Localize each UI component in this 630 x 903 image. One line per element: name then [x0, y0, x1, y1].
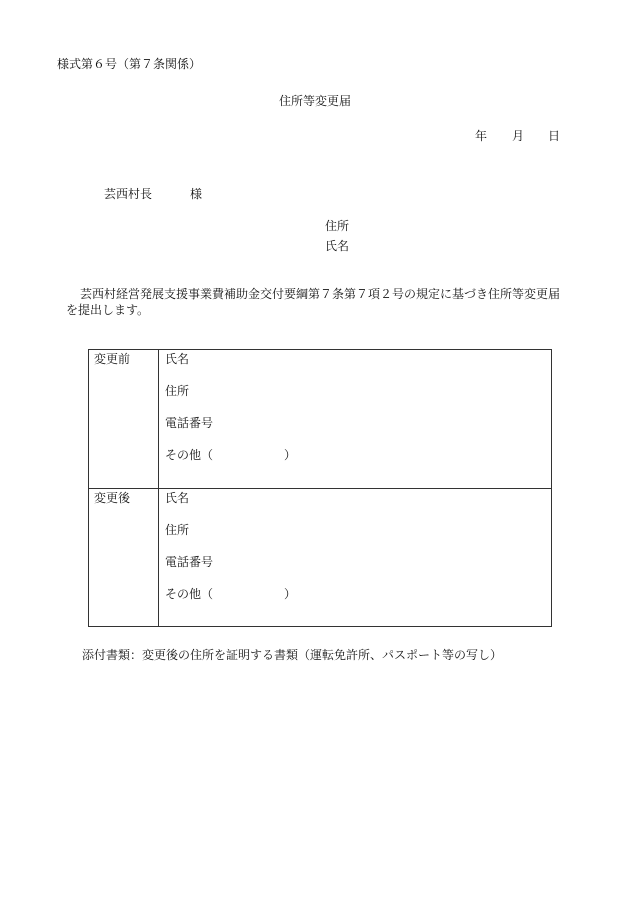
after-address-label: 住所: [165, 523, 190, 537]
attachment-note: 添付書類：変更後の住所を証明する書類（運転免許所、パスポート等の写し）: [82, 648, 503, 662]
after-other-label: その他（: [165, 587, 214, 601]
table-row-divider: [89, 488, 551, 489]
document-title: 住所等変更届: [278, 94, 351, 108]
before-phone-label: 電話番号: [165, 416, 214, 430]
addressee-honorific: 様: [190, 187, 203, 201]
after-phone-label: 電話番号: [165, 555, 214, 569]
date-year-label: 年: [475, 129, 488, 143]
applicant-address-label: 住所: [325, 219, 350, 233]
body-text: 芸西村経営発展支援事業費補助金交付要綱第７条第７項２号の規定に基づき住所等変更届を提出します。: [66, 287, 561, 317]
before-name-label: 氏名: [165, 352, 190, 366]
before-address-label: 住所: [165, 384, 190, 398]
change-table: [88, 349, 552, 627]
date-month-label: 月: [512, 129, 525, 143]
before-other-label: その他（: [165, 448, 214, 462]
after-section-label: 変更後: [94, 491, 131, 505]
date-day-label: 日: [548, 129, 561, 143]
before-section-label: 変更前: [94, 352, 131, 366]
addressee-name: 芸西村長: [104, 187, 153, 201]
after-other-close: ）: [284, 587, 297, 601]
before-other-close: ）: [284, 448, 297, 462]
after-name-label: 氏名: [165, 491, 190, 505]
applicant-name-label: 氏名: [325, 239, 350, 253]
form-number: 様式第６号（第７条関係）: [57, 57, 202, 71]
